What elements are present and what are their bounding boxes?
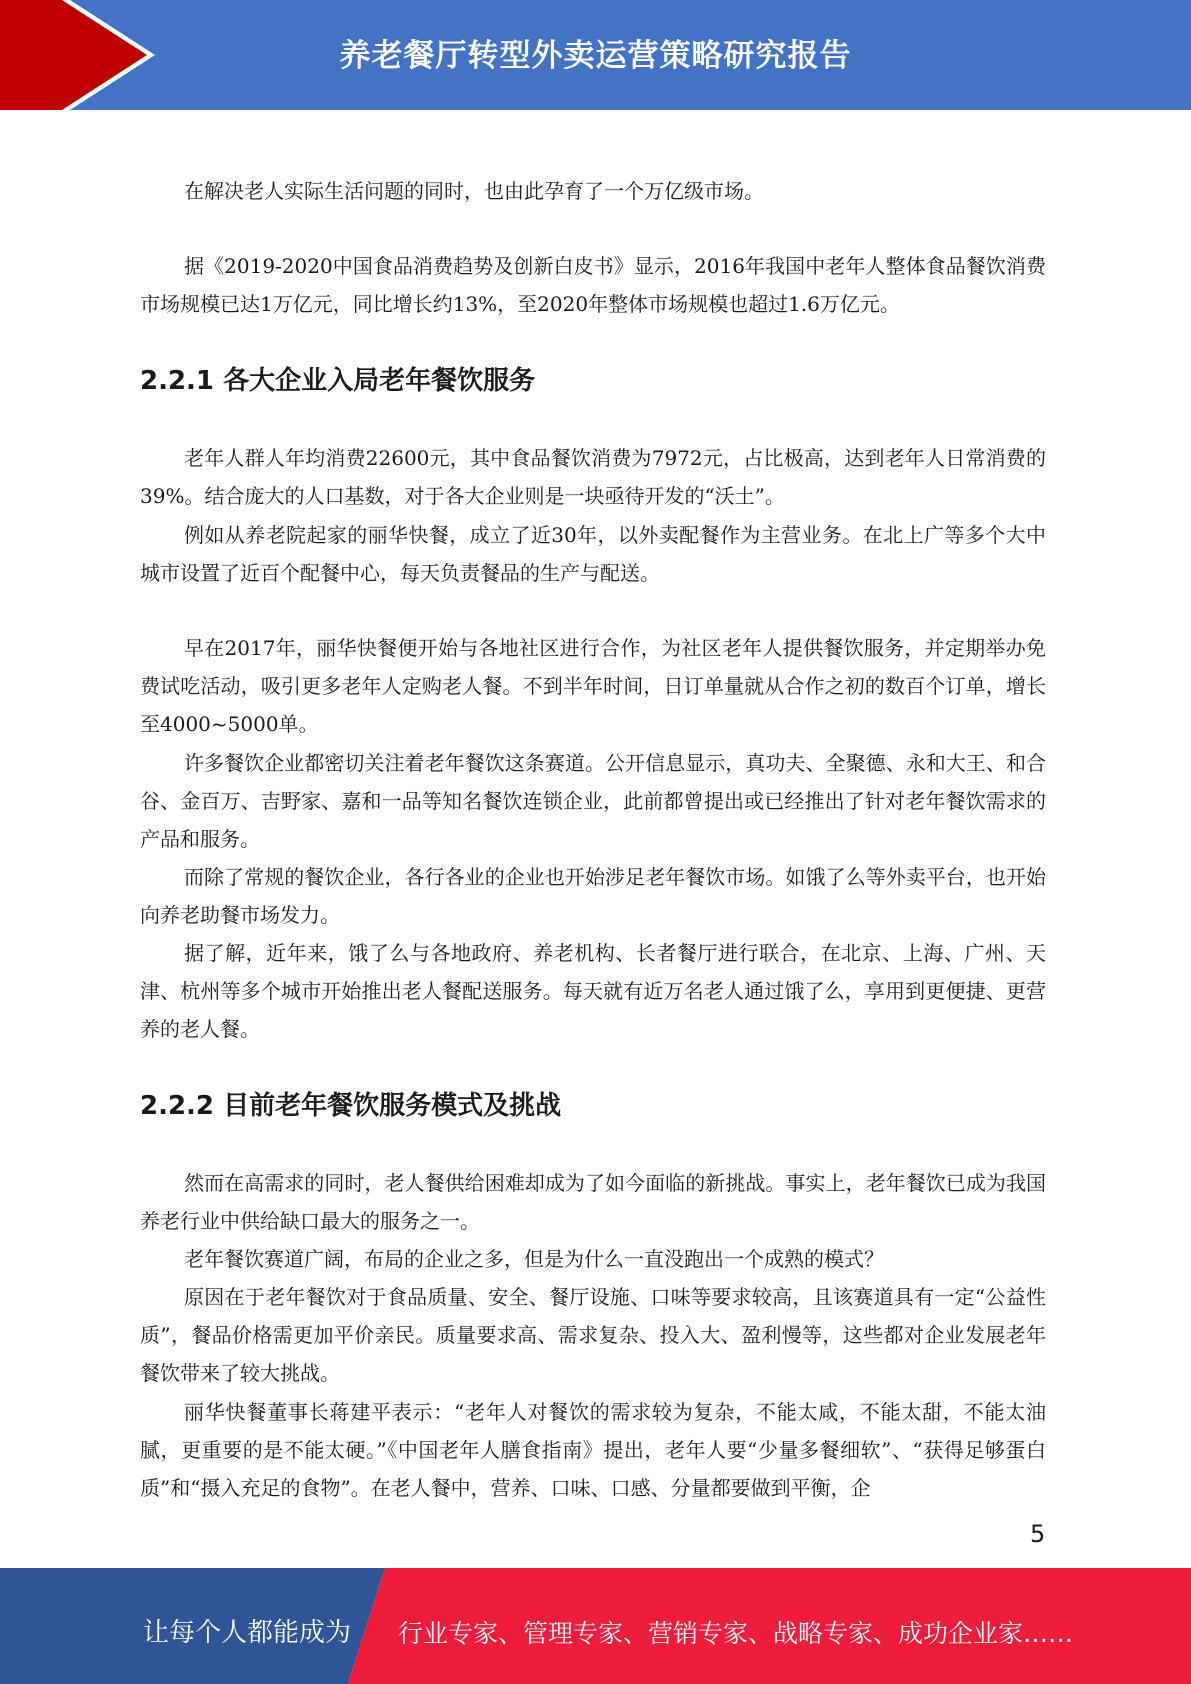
paragraph-3: 老年人群人年均消费22600元，其中食品餐饮消费为7972元，占比极高，达到老年人日常消费的39%。结合庞大的人口基数，对于各大企业则是一块亟待开发的“沃土”。: [140, 446, 1046, 508]
paragraph-1: 在解决老人实际生活问题的同时，也由此孕育了一个万亿级市场。: [184, 179, 764, 203]
paragraph-6: 许多餐饮企业都密切关注着老年餐饮这条赛道。公开信息显示，真功夫、全聚德、永和大王、和合谷、金百万、吉野家、嘉和一品等知名餐饮连锁企业，此前都曾提出或已经推出了针对老年餐饮需求的产品和服务。: [140, 751, 1046, 851]
paragraph-7: 而除了常规的餐饮企业，各行各业的企业也开始涉足老年餐饮市场。如饿了么等外卖平台，也开始向养老助餐市场发力。: [140, 865, 1046, 927]
footer-slogan-left: 让每个人都能成为: [143, 1618, 352, 1648]
report-title: 养老餐厅转型外卖运营策略研究报告: [339, 38, 852, 74]
page-number: 5: [1030, 1520, 1046, 1548]
page-header: [0, 0, 1191, 110]
section-heading-2-2-2: 2.2.2 目前老年餐饮服务模式及挑战: [140, 1091, 562, 1121]
section-heading-2-2-1: 2.2.1 各大企业入局老年餐饮服务: [140, 366, 536, 396]
paragraph-4: 例如从养老院起家的丽华快餐，成立了近30年，以外卖配餐作为主营业务。在北上广等多个大中城市设置了近百个配餐中心，每天负责餐品的生产与配送。: [140, 523, 1046, 585]
paragraph-12: 丽华快餐董事长蒋建平表示：“老年人对餐饮的需求较为复杂，不能太咸，不能太甜，不能太油腻，更重要的是不能太硬。”《中国老年人膳食指南》提出，老年人要“少量多餐细软”、“获得足够蛋白质”和“摄入充足的食物”。在老人餐中，营养、口味、口感、分量都要做到平衡，企: [140, 1400, 1046, 1500]
footer-slogan-right: 行业专家、管理专家、营销专家、战略专家、成功企业家……: [398, 1619, 1074, 1648]
paragraph-2: 据《2019-2020中国食品消费趋势及创新白皮书》显示，2016年我国中老年人整体食品餐饮消费市场规模已达1万亿元，同比增长约13%，至2020年整体市场规模也超过1.6万亿元。: [140, 254, 1046, 316]
paragraph-9: 然而在高需求的同时，老人餐供给困难却成为了如今面临的新挑战。事实上，老年餐饮已成为我国养老行业中供给缺口最大的服务之一。: [140, 1171, 1046, 1233]
page-footer: [0, 1568, 1191, 1684]
paragraph-5: 早在2017年，丽华快餐便开始与各地社区进行合作，为社区老年人提供餐饮服务，并定期举办免费试吃活动，吸引更多老年人定购老人餐。不到半年时间，日订单量就从合作之初的数百个订单，增长至4000~5000单。: [140, 636, 1046, 736]
paragraph-8: 据了解，近年来，饿了么与各地政府、养老机构、长者餐厅进行联合，在北京、上海、广州、天津、杭州等多个城市开始推出老人餐配送服务。每天就有近万名老人通过饿了么，享用到更便捷、更营养的老人餐。: [140, 941, 1046, 1041]
paragraph-11: 原因在于老年餐饮对于食品质量、安全、餐厅设施、口味等要求较高，且该赛道具有一定“公益性质”，餐品价格需更加平价亲民。质量要求高、需求复杂、投入大、盈利慢等，这些都对企业发展老年餐饮带来了较大挑战。: [140, 1285, 1046, 1385]
paragraph-10: 老年餐饮赛道广阔，布局的企业之多，但是为什么一直没跑出一个成熟的模式？: [184, 1247, 884, 1271]
